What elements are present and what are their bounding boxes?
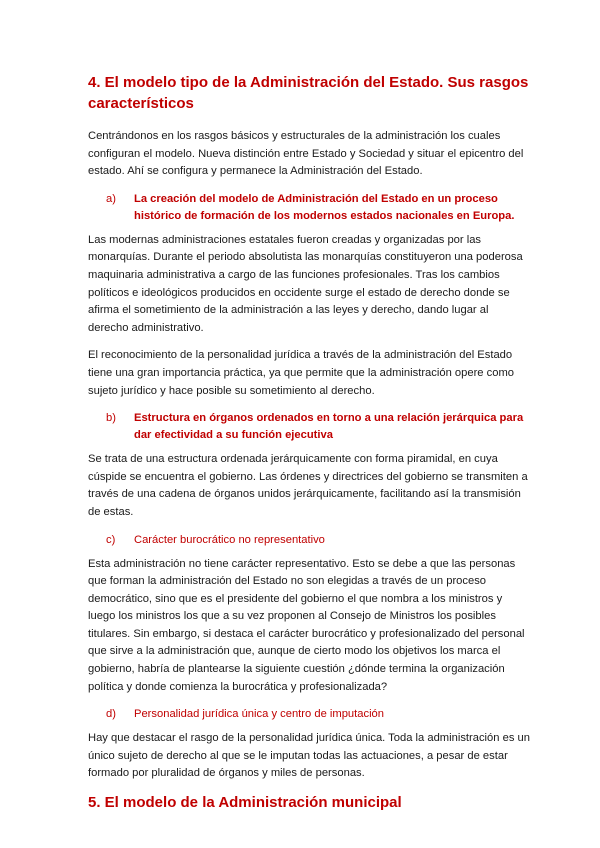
subsection-a-paragraph-2: El reconocimiento de la personalidad jurídica a través de la administración del Estado tiene una gran importancia práctica, ya que permite que la administración opere como sujeto jurídico y hace posible su sometimiento al derecho.	[88, 349, 514, 397]
subsection-a-paragraph-1: Las modernas administraciones estatales fueron creadas y organizadas por las monarquías. Durante el periodo absolutista las monarquías constituyeron una poderosa maquinaria administrativa a cargo de las funciones profesionales. Tras los cambios políticos e ideológicos producidos en occidente surge el estado de derecho donde se afirma el sometimiento de la administración a las leyes y derecho, dando lugar al derecho administrativo.	[88, 233, 523, 334]
subsection-d-heading	[106, 706, 530, 723]
subsection-a-marker: a)	[106, 192, 116, 205]
subsection-b-title: Estructura en órganos ordenados en torno a una relación jerárquica para dar efectividad a su función ejecutiva	[134, 412, 524, 442]
intro-paragraph: Centrándonos en los rasgos básicos y estructurales de la administración los cuales configuran el modelo. Nueva distinción entre Estado y Sociedad y situar el epicentro del estado. Ahí se configura y permanece la Administración del Estado.	[88, 130, 524, 178]
subsection-b-heading	[106, 410, 530, 444]
subsection-d-marker: d)	[106, 708, 116, 721]
subsection-c-heading	[106, 532, 530, 549]
subsection-a-title: La creación del modelo de Administración del Estado en un proceso histórico de formación de los modernos estados nacionales en Europa.	[134, 192, 515, 222]
subsection-d-paragraph-1: Hay que destacar el rasgo de la personalidad jurídica única. Toda la administración es un único sujeto de derecho al que se le imputan todas las actuaciones, a pesar de estar formado por pluralidad de órganos y miles de personas.	[88, 732, 530, 780]
subsection-c-marker: c)	[106, 533, 116, 546]
subsection-c-title: Carácter burocrático no representativo	[134, 533, 325, 546]
section-5-heading: 5. El modelo de la Administración municipal	[88, 794, 402, 812]
subsection-b-marker: b)	[106, 412, 116, 425]
subsection-a-heading	[106, 191, 530, 225]
section-4-heading: 4. El modelo tipo de la Administración del Estado. Sus rasgos característicos	[88, 74, 529, 112]
subsection-c-paragraph-1: Esta administración no tiene carácter representativo. Esto se debe a que las personas que forman la administración del Estado no son elegidas a través de un proceso democrático, sino que es el presidente del gobierno el que nombra a los ministros y luego los ministros los que a su vez proponen al Consejo de Ministros los posibles titulares. Sin embargo, si destaca el carácter burocrático y profesionalizado del personal que sirve a la administración que, aunque de cierto modo los objetivos los marca el gobierno, habría de plantearse la siguiente cuestión ¿dónde termina la organización política y donde comienza la burocrática y profesionalizada?	[88, 557, 525, 693]
subsection-d-title: Personalidad jurídica única y centro de imputación	[134, 708, 384, 721]
subsection-b-paragraph-1: Se trata de una estructura ordenada jerárquicamente con forma piramidal, en cuya cúspide se encuentra el gobierno. Las órdenes y directrices del gobierno se transmiten a través de una cadena de órganos unidos jerárquicamente, facilitando así la transmisión de estas.	[88, 453, 528, 518]
